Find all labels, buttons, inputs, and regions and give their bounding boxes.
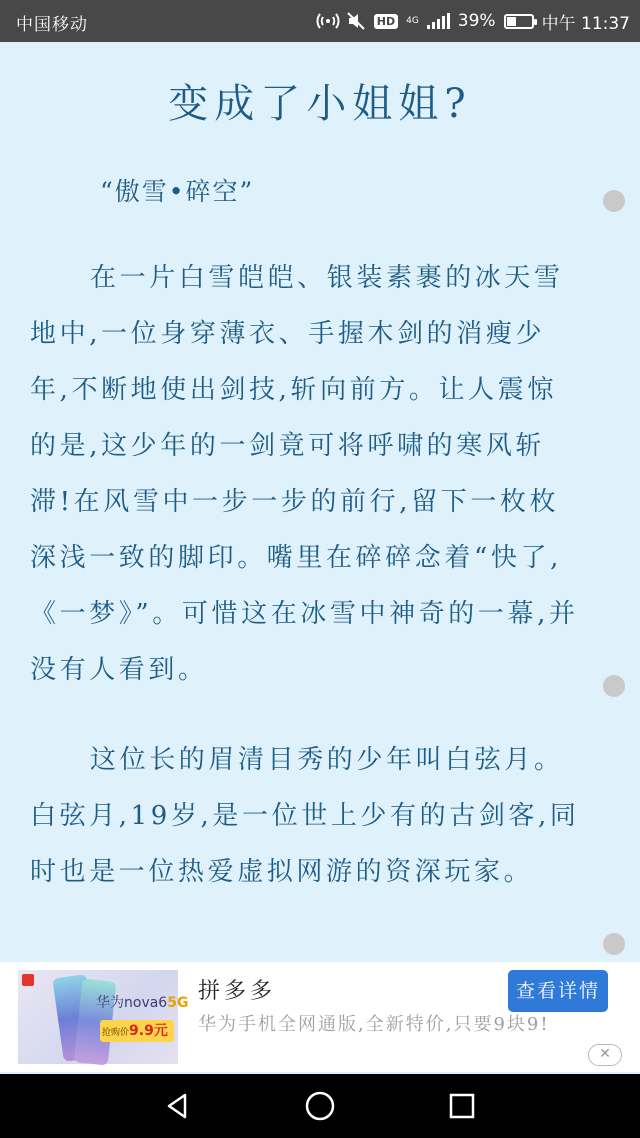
ad-logo-icon bbox=[22, 974, 34, 986]
ad-price-box bbox=[100, 1020, 174, 1042]
battery-fill bbox=[507, 17, 516, 26]
ad-price-prefix: 抢购价 bbox=[102, 1028, 130, 1038]
paragraph-1: 在一片白雪皑皑、银装素裹的冰天雪地中,一位身穿薄衣、手握木剑的消瘦少年,不断地使出剑技,斩向前方。让人震惊的是,这少年的一剑竟可将呼啸的寒风斩滞!在风雪中一步一步的前行,留下一枚枚深浅一致的脚印。嘴里在碎碎念着“快了,《一梦》”。可惜这在冰雪中神奇的一幕,并没有人看到。 bbox=[30, 263, 579, 685]
clock: 中午 11:37 bbox=[541, 13, 630, 34]
ad-brand: 拼多多 bbox=[198, 979, 277, 1004]
battery-percent: 39% bbox=[457, 11, 496, 31]
ad-description: 华为手机全网通版,全新特价,只要9块9! bbox=[198, 1014, 550, 1035]
mute-icon bbox=[346, 11, 366, 31]
scroll-indicator-dot[interactable] bbox=[603, 675, 625, 697]
back-icon[interactable] bbox=[162, 1090, 194, 1122]
ad-image-5g-text: 5G bbox=[167, 995, 189, 1011]
author-line: “傲雪•碎空” bbox=[100, 177, 255, 206]
hd-icon: HD bbox=[374, 14, 398, 29]
ad-image[interactable] bbox=[18, 970, 189, 1064]
paragraph-2: 这位长的眉清目秀的少年叫白弦月。白弦月,19岁,是一位世上少有的古剑客,同时也是一位热爱虚拟网游的资深玩家。 bbox=[30, 745, 580, 887]
scroll-indicator-dot[interactable] bbox=[603, 190, 625, 212]
battery-icon bbox=[504, 14, 534, 29]
status-icons bbox=[318, 0, 630, 42]
navigation-bar bbox=[0, 1074, 640, 1138]
ad-image-model bbox=[96, 992, 188, 1012]
carrier-name: 中国移动 bbox=[16, 15, 88, 35]
signal-icon bbox=[427, 13, 450, 29]
ad-banner[interactable] bbox=[0, 962, 640, 1072]
chapter-title: 变成了小姐姐? bbox=[168, 81, 472, 127]
network-type-label bbox=[406, 17, 419, 26]
ad-image-model-text: 华为nova6 bbox=[96, 995, 168, 1011]
recents-icon[interactable] bbox=[446, 1090, 478, 1122]
view-details-button[interactable]: 查看详情 bbox=[508, 970, 608, 1012]
ad-price: 9.9元 bbox=[129, 1023, 168, 1039]
hotspot-icon bbox=[318, 11, 338, 31]
scroll-indicator-dot[interactable] bbox=[603, 933, 625, 955]
status-bar bbox=[0, 0, 640, 42]
reader-page[interactable] bbox=[0, 42, 640, 962]
network-type-text: 4G bbox=[406, 15, 419, 26]
close-ad-icon[interactable]: ✕ bbox=[588, 1044, 622, 1066]
home-icon[interactable] bbox=[304, 1090, 336, 1122]
